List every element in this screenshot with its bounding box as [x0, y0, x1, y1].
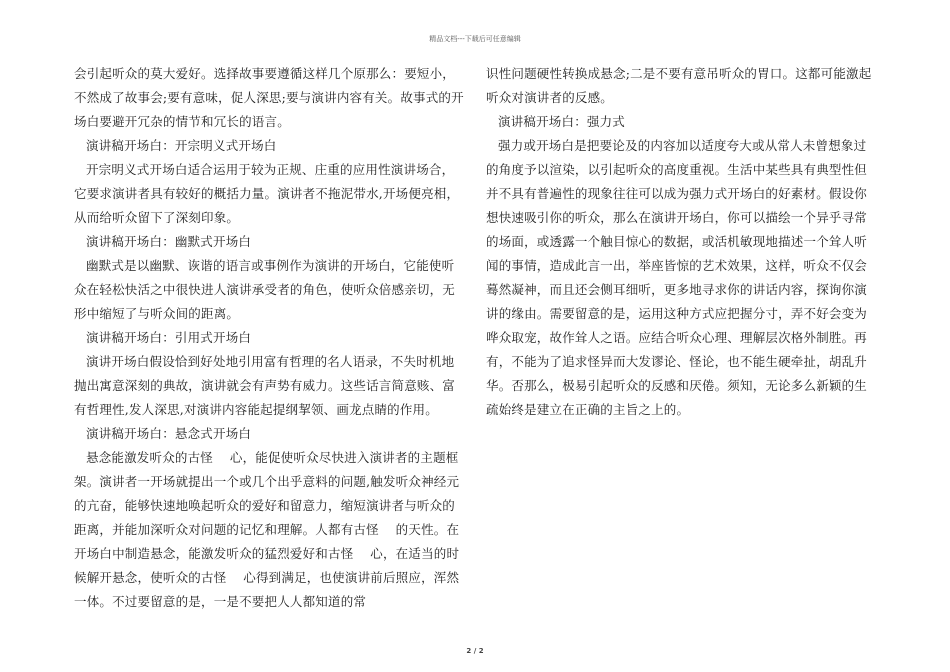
- left-column-paragraph: 会引起听众的莫大爱好。选择故事要遵循这样几个原那么：要短小，不然成了故事会;要有意味，促人深思;要与演讲内容有关。故事式的开场白要避开冗杂的情节和冗长的语言。: [74, 66, 464, 129]
- left-column-paragraph: 演讲稿开场白：开宗明义式开场白: [86, 138, 277, 153]
- left-column-paragraph: 演讲开场白假设恰到好处地引用富有哲理的名人语录，不失时机地抛出寓意深刻的典故，演讲就会有声势有威力。这些话言简意赅、富有哲理性,发人深思,对演讲内容能起提纲挈领、画龙点睛的作用。: [74, 354, 456, 417]
- left-column-paragraph: 演讲稿开场白：引用式开场白: [86, 330, 252, 345]
- left-column-paragraph: 演讲稿开场白：幽默式开场白: [86, 234, 252, 249]
- left-column-paragraph: 悬念能激发听众的古怪 心，能促使听众尽快进入演讲者的主题框架。演讲者一开场就提出一个或几个出乎意料的问题,触发听众神经元的亢奋，能够快速地唤起听众的爱好和留意力，缩短演讲者与听众的距离，并能加深听众对问题的记忆和理解。人都有古怪 的天性。在开场白中制造悬念，能激发听众的猛烈爱好和古怪 心，在适当的时候解开悬念，使听众的古怪 心得到满足，也使演讲前后照应，浑然一体。不过要留意的是，一是不要把人人都知道的常: [74, 450, 460, 609]
- right-column-paragraph: 识性问题硬性转换成悬念;二是不要有意吊听众的胃口。这都可能激起听众对演讲者的反感。: [486, 66, 872, 105]
- left-column-paragraph: 幽默式是以幽默、诙谐的语言或事例作为演讲的开场白，它能使听众在轻松快活之中很快进人演讲承受者的角色，使听众倍感亲切，无形中缩短了与听众间的距离。: [74, 258, 456, 321]
- page-number: 2 / 2: [466, 647, 484, 655]
- page-header: 精品文档---下载后可任意编辑: [429, 35, 521, 43]
- right-column-paragraph: 演讲稿开场白：强力式: [498, 114, 626, 129]
- left-column: [74, 62, 466, 614]
- left-column-paragraph: 演讲稿开场白：悬念式开场白: [86, 426, 252, 441]
- left-column-paragraph: 开宗明义式开场白适合运用于较为正规、庄重的应用性演讲场合，它要求演讲者具有较好的概括力量。演讲者不拖泥带水,开场便亮相，从而给听众留下了深刻印象。: [74, 162, 460, 225]
- right-column: [486, 62, 878, 422]
- right-column-paragraph: 强力或开场白是把要论及的内容加以适度夸大或从常人未曾想象过的角度予以渲染，以引起听众的高度重视。生活中某些具有典型性但并不具有普遍性的现象往往可以成为强力式开场白的好素材。假设你想快速吸引你的听众，那么在演讲开场白，你可以描绘一个异乎寻常的场面，或透露一个触目惊心的数据，或活机敏现地描述一个耸人听闻的事情，造成此言一出，举座皆惊的艺术效果，这样，听众不仅会蓦然凝神，而且还会侧耳细听，更多地寻求你的讲话内容，探询你演讲的缘由。需要留意的是，运用这种方式应把握分寸，弄不好会变为哗众取宠，故作耸人之语。应结合听众心理、理解层次格外制胜。再有，不能为了追求怪异而大发谬论、怪论，也不能生硬牵扯，胡乱升华。否那么，极易引起听众的反感和厌倦。须知，无论多么新颖的生疏始终是建立在正确的主旨之上的。: [486, 138, 868, 417]
